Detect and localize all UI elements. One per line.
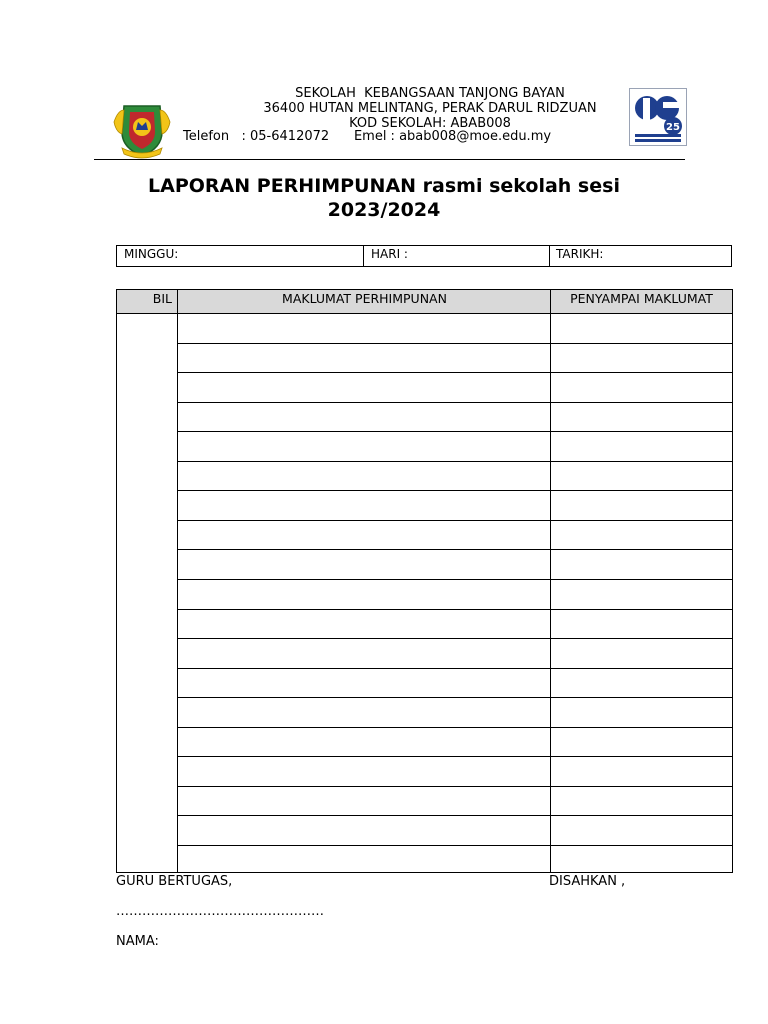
- school-address: 36400 HUTAN MELINTANG, PERAK DARUL RIDZUAN: [263, 101, 597, 116]
- column-header-penyampai: PENYAMPAI MAKLUMAT: [570, 291, 713, 306]
- approved-label: DISAHKAN ,: [549, 874, 626, 889]
- table-row-divider: [178, 549, 732, 550]
- table-row-divider: [178, 786, 732, 787]
- table-header-row: [117, 290, 732, 314]
- school-name: SEKOLAH KEBANGSAAN TANJONG BAYAN: [295, 86, 565, 101]
- column-divider: [550, 290, 551, 872]
- table-row-divider: [178, 609, 732, 610]
- signature-line: …………………………………………: [116, 904, 324, 919]
- table-row-divider: [178, 845, 732, 846]
- table-row-divider: [178, 343, 732, 344]
- table-row-divider: [178, 668, 732, 669]
- table-row-divider: [178, 402, 732, 403]
- column-divider: [177, 290, 178, 872]
- week-field[interactable]: MINGGU:: [124, 247, 179, 261]
- title-line-1: LAPORAN PERHIMPUNAN rasmi sekolah sesi: [148, 175, 620, 197]
- contact-line: Telefon : 05-6412072 Emel : abab008@moe.edu.my: [183, 129, 552, 144]
- assembly-table: [116, 289, 733, 873]
- teacher-on-duty-label: GURU BERTUGAS,: [116, 874, 233, 889]
- column-header-maklumat: MAKLUMAT PERHIMPUNAN: [282, 291, 447, 306]
- school-crest-icon: [112, 100, 172, 160]
- name-label: NAMA:: [116, 934, 159, 949]
- page-title: [100, 174, 668, 222]
- table-row-divider: [178, 490, 732, 491]
- header-divider: [94, 159, 685, 160]
- day-field[interactable]: HARI :: [371, 247, 408, 261]
- svg-text:25: 25: [666, 122, 680, 133]
- column-header-bil: BIL: [152, 291, 172, 306]
- table-row-divider: [178, 697, 732, 698]
- table-row-divider: [178, 431, 732, 432]
- table-row-divider: [178, 638, 732, 639]
- table-row-divider: [178, 815, 732, 816]
- school-code: KOD SEKOLAH: ABAB008: [349, 116, 511, 131]
- table-row-divider: [178, 579, 732, 580]
- school-header: [180, 86, 680, 131]
- table-row-divider: [178, 520, 732, 521]
- divider: [549, 246, 550, 266]
- info-row: [116, 245, 732, 267]
- title-line-2: 2023/2024: [327, 199, 441, 221]
- ministry-logo-icon: [629, 88, 687, 146]
- table-row-divider: [178, 461, 732, 462]
- divider: [363, 246, 364, 266]
- table-row-divider: [178, 756, 732, 757]
- table-row-divider: [178, 727, 732, 728]
- date-field[interactable]: TARIKH:: [556, 247, 604, 261]
- table-row-divider: [178, 372, 732, 373]
